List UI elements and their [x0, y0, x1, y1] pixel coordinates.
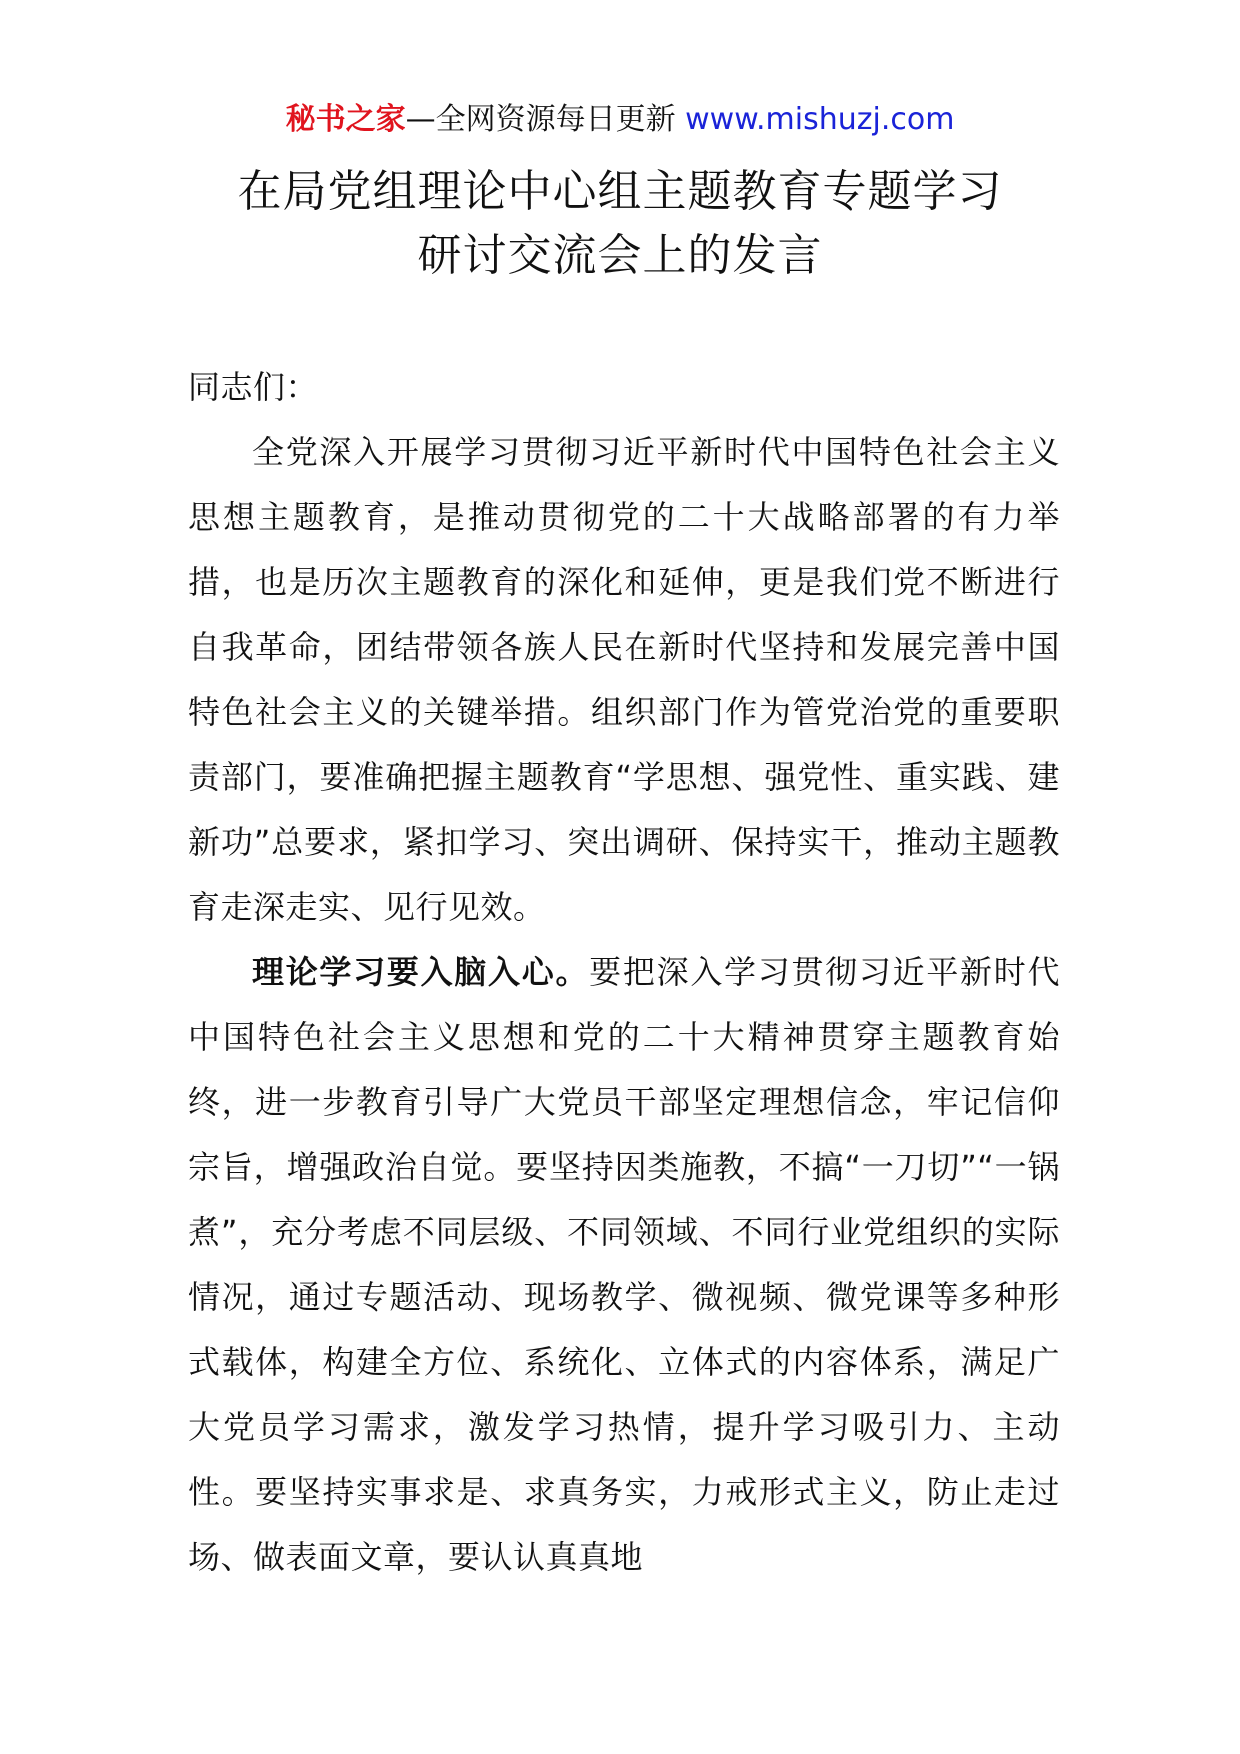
paragraph-2-text: 要把深入学习贯彻习近平新时代中国特色社会主义思想和党的二十大精神贯穿主题教育始终，进一步教育引导广大党员干部坚定理想信念，牢记信仰宗旨，增强政治自觉。要坚持因类施教，不搞“一刀切”“一锅煮”，充分考虑不同层级、不同领域、不同行业党组织的实际情况，通过专题活动、现场教学、微视频、微党课等多种形式载体，构建全方位、系统化、立体式的内容体系，满足广大党员学习需求，激发学习热情，提升学习吸引力、主动性。要坚持实事求是、求真务实，力戒形式主义，防止走过场、做表面文章，要认认真真地: [188, 953, 1060, 1576]
site-url-link[interactable]: www.mishuzj.com: [685, 102, 955, 137]
brand-name: 秘书之家: [285, 102, 406, 137]
paragraph-1: 全党深入开展学习贯彻习近平新时代中国特色社会主义思想主题教育，是推动贯彻党的二十大战略部署的有力举措，也是历次主题教育的深化和延伸，更是我们党不断进行自我革命，团结带领各族人民在新时代坚持和发展完善中国特色社会主义的关键举措。组织部门作为管党治党的重要职责部门，要准确把握主题教育“学思想、强党性、重实践、建新功”总要求，紧扣学习、突出调研、保持实干，推动主题教育走深走实、见行见效。: [188, 433, 1060, 926]
site-header: [0, 100, 1240, 140]
paragraph-2-heading: 理论学习要入脑入心。: [252, 953, 590, 991]
title-line-2: 研讨交流会上的发言: [417, 230, 823, 281]
document-body: [188, 355, 1060, 1590]
paragraph-2: [188, 940, 1060, 1590]
document-title: [0, 160, 1240, 288]
header-tagline: —全网资源每日更新: [405, 102, 676, 137]
salutation: 同志们：: [188, 368, 319, 406]
title-line-1: 在局党组理论中心组主题教育专题学习: [237, 166, 1003, 217]
